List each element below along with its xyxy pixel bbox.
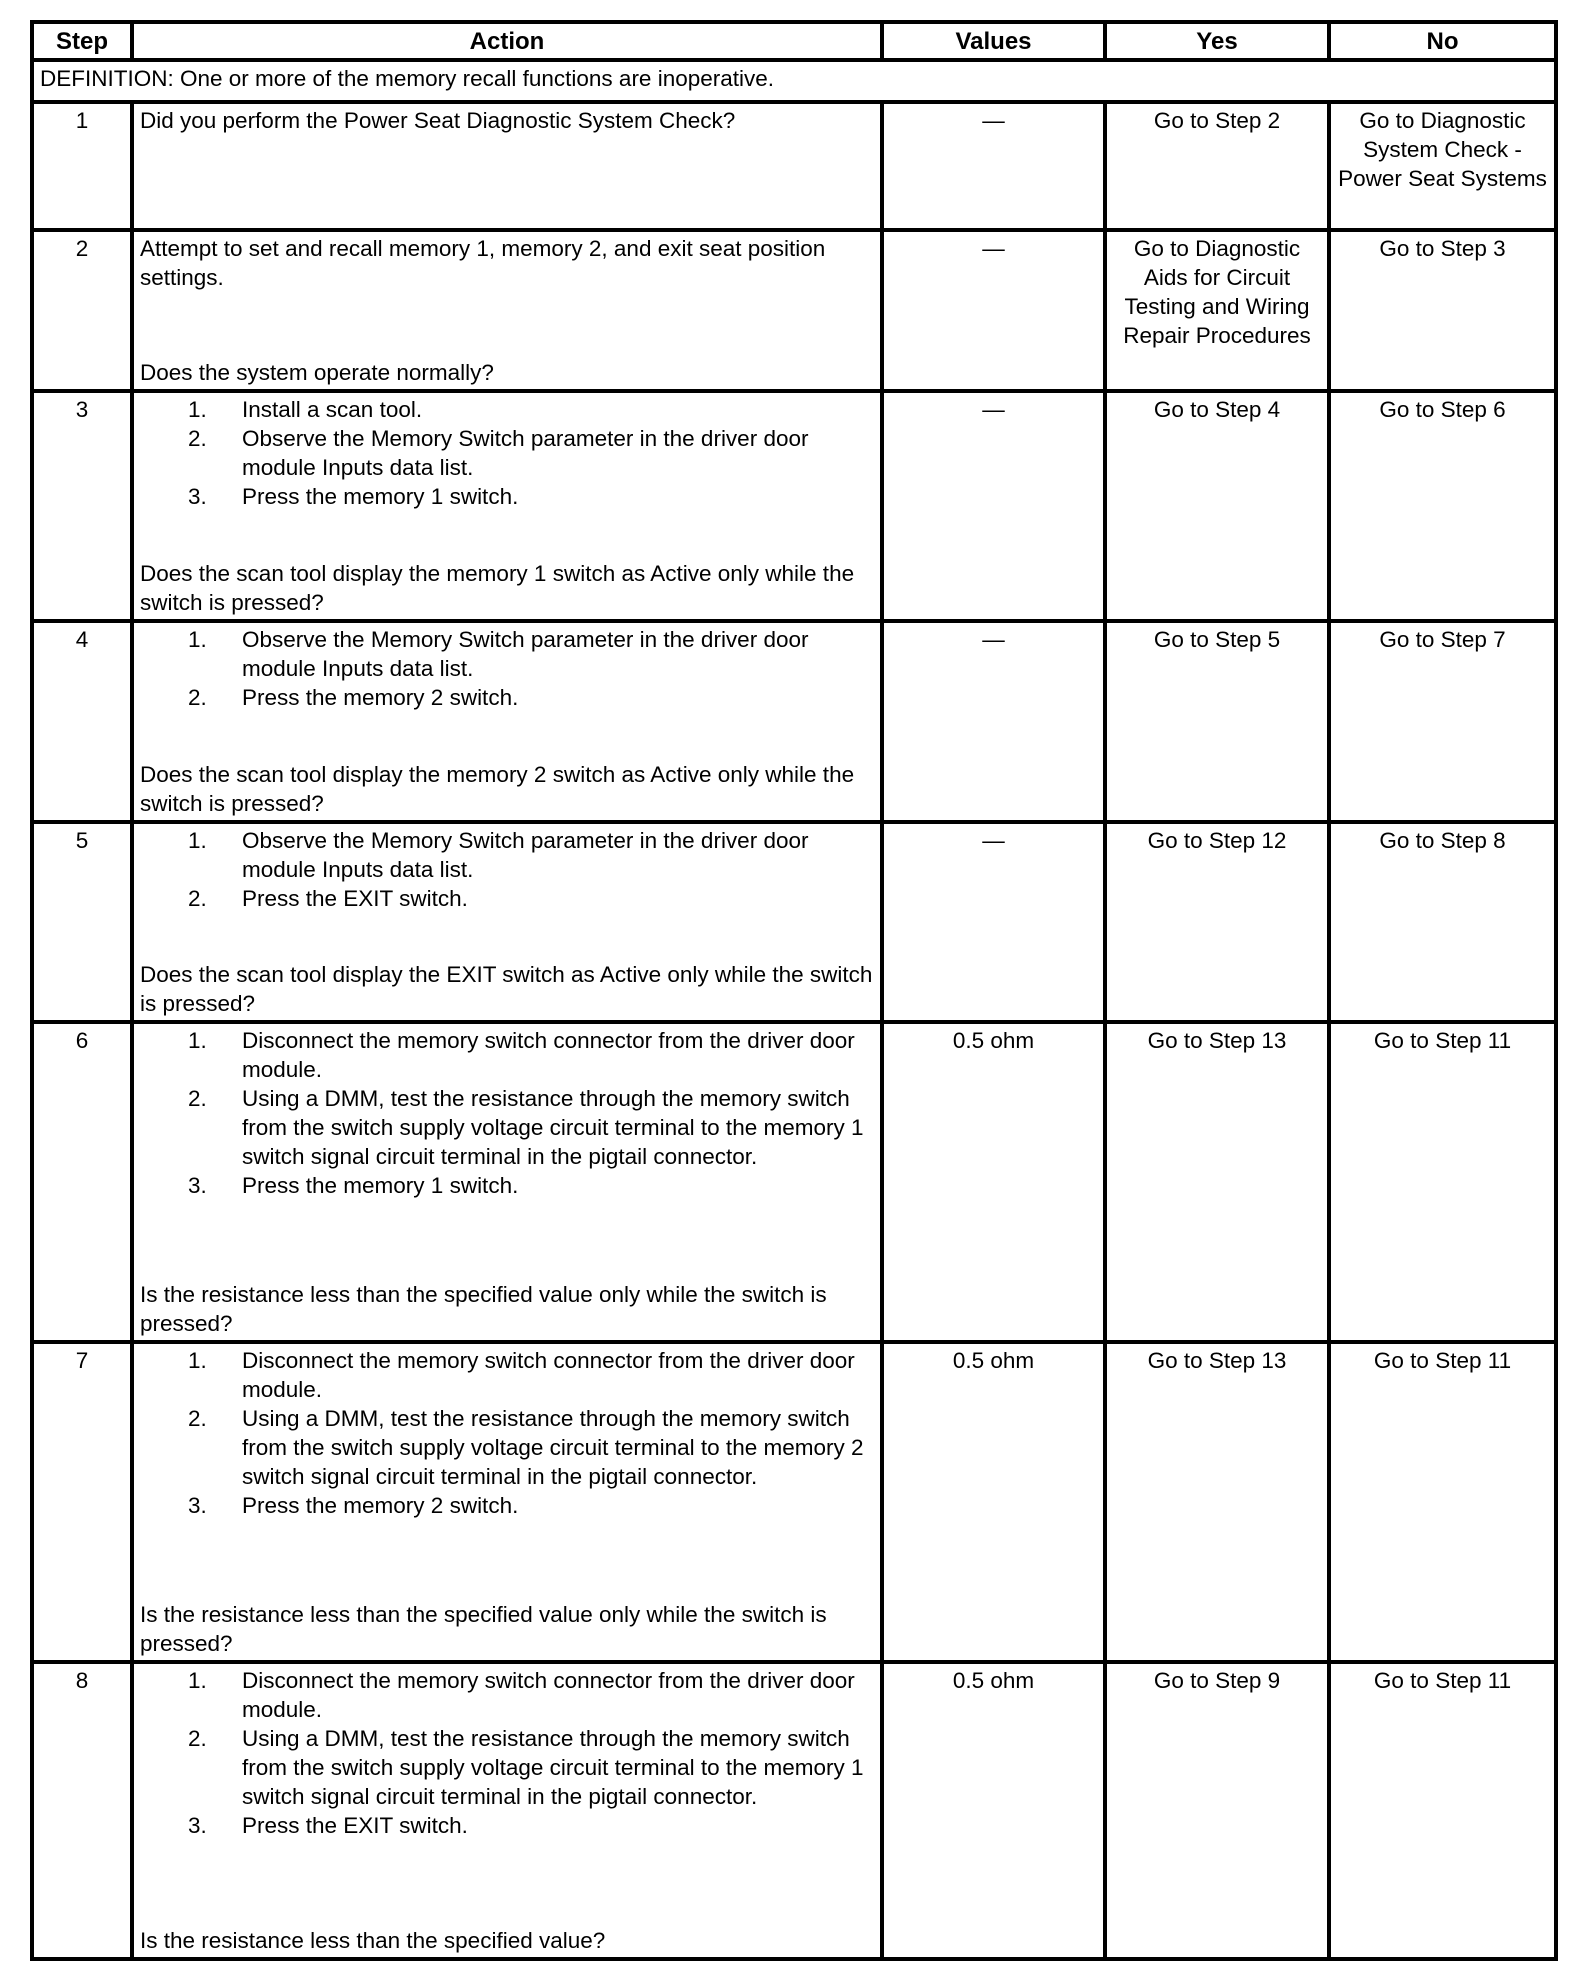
action-content xyxy=(140,1346,874,1658)
yes-outcome: Go to Step 13 xyxy=(1105,1022,1329,1342)
step-number: 2 xyxy=(32,230,132,391)
action-question: Does the scan tool display the EXIT switch as Active only while the switch is pressed? xyxy=(140,962,873,1016)
action-step-text: Press the memory 2 switch. xyxy=(242,685,519,710)
action-step xyxy=(178,424,874,482)
action-instruction: Attempt to set and recall memory 1, memory 2, and exit seat position settings. xyxy=(140,236,826,290)
header-no: No xyxy=(1329,22,1556,60)
action-content xyxy=(140,106,874,226)
step-number: 7 xyxy=(32,1342,132,1662)
yes-outcome: Go to Step 5 xyxy=(1105,621,1329,822)
action-step-number: 3. xyxy=(188,1493,207,1518)
action-step xyxy=(178,1491,874,1520)
yes-outcome: Go to Step 13 xyxy=(1105,1342,1329,1662)
action-step-list xyxy=(140,1026,874,1200)
table-row xyxy=(32,1342,1556,1662)
action-step xyxy=(178,884,874,913)
no-outcome: Go to Step 3 xyxy=(1329,230,1556,391)
no-outcome: Go to Step 11 xyxy=(1329,1662,1556,1959)
action-step xyxy=(178,482,874,511)
action-step xyxy=(178,683,874,712)
yes-outcome: Go to Step 2 xyxy=(1105,102,1329,230)
action-step-text: Using a DMM, test the resistance through the memory switch from the switch supply voltage circuit terminal to the memory 2 switch signal circuit terminal in the pigtail connector. xyxy=(242,1406,864,1489)
action-spacer xyxy=(140,1200,874,1280)
values-cell: — xyxy=(882,102,1105,230)
action-step xyxy=(178,1084,874,1171)
action-step-text: Press the memory 1 switch. xyxy=(242,1173,519,1198)
action-step-number: 2. xyxy=(188,886,207,911)
action-spacer xyxy=(140,511,874,559)
no-outcome: Go to Step 7 xyxy=(1329,621,1556,822)
table-row xyxy=(32,1662,1556,1959)
action-step-number: 2. xyxy=(188,426,207,451)
no-outcome: Go to Diagnostic System Check - Power Seat Systems xyxy=(1329,102,1556,230)
values-cell: — xyxy=(882,230,1105,391)
action-step-text: Disconnect the memory switch connector from the driver door module. xyxy=(242,1668,855,1722)
action-step xyxy=(178,1666,874,1724)
action-step-list xyxy=(140,1666,874,1840)
action-cell xyxy=(132,822,882,1022)
step-number: 6 xyxy=(32,1022,132,1342)
action-step xyxy=(178,1724,874,1811)
action-question: Does the system operate normally? xyxy=(140,360,494,385)
step-number: 4 xyxy=(32,621,132,822)
action-step xyxy=(178,826,874,884)
action-step-list xyxy=(140,1346,874,1520)
action-step-number: 3. xyxy=(188,1173,207,1198)
yes-outcome: Go to Step 9 xyxy=(1105,1662,1329,1959)
step-number: 5 xyxy=(32,822,132,1022)
action-step xyxy=(178,1811,874,1840)
action-cell xyxy=(132,230,882,391)
action-content xyxy=(140,395,874,617)
action-step-text: Disconnect the memory switch connector from the driver door module. xyxy=(242,1028,855,1082)
yes-outcome: Go to Step 4 xyxy=(1105,391,1329,621)
table-row xyxy=(32,102,1556,230)
header-values: Values xyxy=(882,22,1105,60)
action-step-text: Press the memory 2 switch. xyxy=(242,1493,519,1518)
action-spacer xyxy=(140,913,874,960)
table-row xyxy=(32,1022,1556,1342)
action-step-text: Press the memory 1 switch. xyxy=(242,484,519,509)
action-step-number: 3. xyxy=(188,484,207,509)
action-step-text: Observe the Memory Switch parameter in the driver door module Inputs data list. xyxy=(242,627,809,681)
action-step xyxy=(178,1171,874,1200)
action-step-list xyxy=(140,826,874,913)
action-step-number: 1. xyxy=(188,627,207,652)
action-cell xyxy=(132,1022,882,1342)
action-content xyxy=(140,826,874,1018)
no-outcome: Go to Step 6 xyxy=(1329,391,1556,621)
action-step-number: 1. xyxy=(188,397,207,422)
action-step-number: 1. xyxy=(188,1668,207,1693)
action-step-number: 3. xyxy=(188,1813,207,1838)
action-step-text: Using a DMM, test the resistance through the memory switch from the switch supply voltage circuit terminal to the memory 1 switch signal circuit terminal in the pigtail connector. xyxy=(242,1726,864,1809)
yes-outcome: Go to Diagnostic Aids for Circuit Testing and Wiring Repair Procedures xyxy=(1105,230,1329,391)
action-step-text: Install a scan tool. xyxy=(242,397,423,422)
action-step-text: Disconnect the memory switch connector from the driver door module. xyxy=(242,1348,855,1402)
action-step-number: 1. xyxy=(188,828,207,853)
header-step: Step xyxy=(32,22,132,60)
action-spacer xyxy=(140,712,874,760)
definition-text: DEFINITION: One or more of the memory recall functions are inoperative. xyxy=(32,60,1556,102)
table-row xyxy=(32,621,1556,822)
action-question: Is the resistance less than the specified value only while the switch is pressed? xyxy=(140,1602,827,1656)
action-cell xyxy=(132,391,882,621)
table-row xyxy=(32,391,1556,621)
step-number: 1 xyxy=(32,102,132,230)
definition-row xyxy=(32,60,1556,102)
action-question: Is the resistance less than the specified value only while the switch is pressed? xyxy=(140,1282,827,1336)
action-cell xyxy=(132,102,882,230)
action-step-list xyxy=(140,625,874,712)
action-step-number: 1. xyxy=(188,1348,207,1373)
header-yes: Yes xyxy=(1105,22,1329,60)
values-cell: 0.5 ohm xyxy=(882,1342,1105,1662)
action-spacer xyxy=(140,292,874,358)
values-cell: 0.5 ohm xyxy=(882,1022,1105,1342)
action-question: Is the resistance less than the specified value? xyxy=(140,1928,606,1953)
action-step-text: Observe the Memory Switch parameter in the driver door module Inputs data list. xyxy=(242,426,809,480)
action-step xyxy=(178,625,874,683)
values-cell: — xyxy=(882,822,1105,1022)
action-step-number: 2. xyxy=(188,685,207,710)
no-outcome: Go to Step 11 xyxy=(1329,1342,1556,1662)
action-question: Does the scan tool display the memory 2 switch as Active only while the switch is pressed? xyxy=(140,762,855,816)
step-number: 3 xyxy=(32,391,132,621)
table-body xyxy=(32,60,1556,1959)
yes-outcome: Go to Step 12 xyxy=(1105,822,1329,1022)
action-cell xyxy=(132,1342,882,1662)
action-step xyxy=(178,1346,874,1404)
no-outcome: Go to Step 11 xyxy=(1329,1022,1556,1342)
action-step-number: 1. xyxy=(188,1028,207,1053)
action-spacer xyxy=(140,1840,874,1926)
action-step-number: 2. xyxy=(188,1406,207,1431)
action-question: Does the scan tool display the memory 1 switch as Active only while the switch is pressed? xyxy=(140,561,855,615)
action-step-text: Press the EXIT switch. xyxy=(242,886,468,911)
diagnostic-table xyxy=(30,20,1558,1961)
action-cell xyxy=(132,621,882,822)
action-step xyxy=(178,1404,874,1491)
action-content xyxy=(140,234,874,387)
action-cell xyxy=(132,1662,882,1959)
action-step-number: 2. xyxy=(188,1086,207,1111)
values-cell: — xyxy=(882,391,1105,621)
action-step-text: Observe the Memory Switch parameter in the driver door module Inputs data list. xyxy=(242,828,809,882)
action-step xyxy=(178,395,874,424)
action-step-text: Using a DMM, test the resistance through the memory switch from the switch supply voltage circuit terminal to the memory 1 switch signal circuit terminal in the pigtail connector. xyxy=(242,1086,864,1169)
table-row xyxy=(32,822,1556,1022)
action-spacer xyxy=(140,1520,874,1600)
action-content xyxy=(140,1026,874,1338)
action-step-number: 2. xyxy=(188,1726,207,1751)
action-content xyxy=(140,625,874,818)
action-step-text: Press the EXIT switch. xyxy=(242,1813,468,1838)
step-number: 8 xyxy=(32,1662,132,1959)
action-content xyxy=(140,1666,874,1955)
values-cell: — xyxy=(882,621,1105,822)
action-instruction: Did you perform the Power Seat Diagnostic System Check? xyxy=(140,108,736,133)
values-cell: 0.5 ohm xyxy=(882,1662,1105,1959)
action-step-list xyxy=(140,395,874,511)
header-action: Action xyxy=(132,22,882,60)
table-row xyxy=(32,230,1556,391)
header-row xyxy=(32,22,1556,60)
action-step xyxy=(178,1026,874,1084)
no-outcome: Go to Step 8 xyxy=(1329,822,1556,1022)
